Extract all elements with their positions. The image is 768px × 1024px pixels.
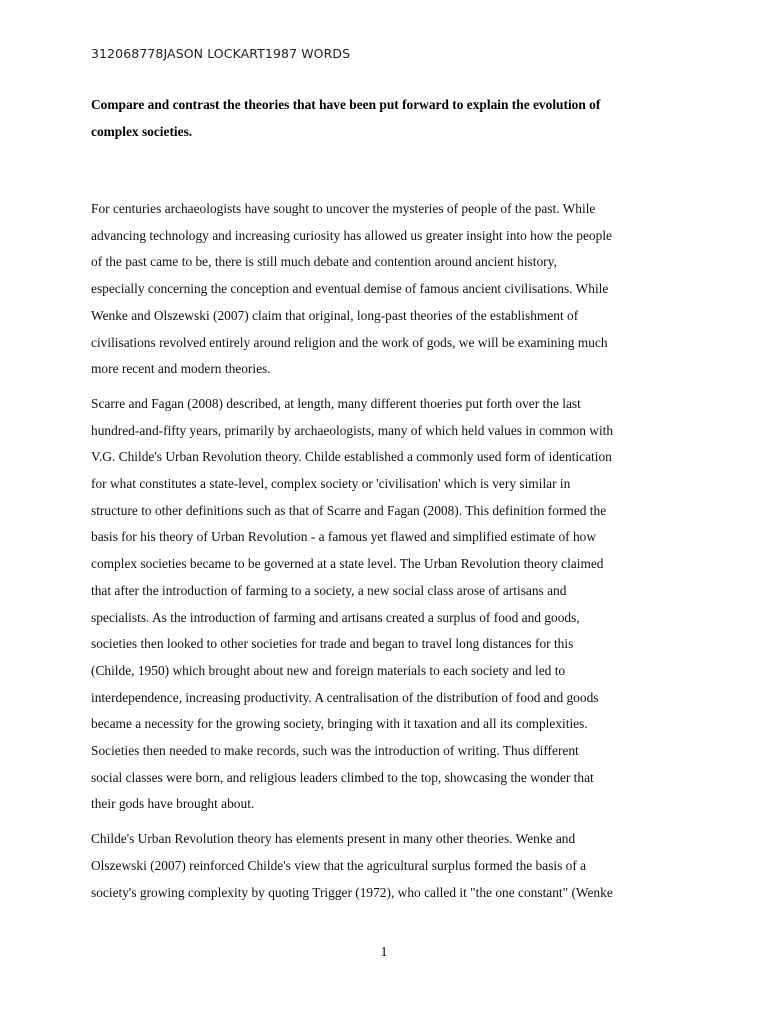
text-line: Childe's Urban Revolution theory has elements present in many other theories. Wenke and (91, 831, 576, 847)
text-line: hundred-and-fifty years, primarily by archaeologists, many of which held values in common with (91, 422, 614, 438)
text-line: society's growing complexity by quoting Trigger (1972), who called it "the one constant" (Wenke (91, 884, 613, 900)
text-line: societies then looked to other societies for trade and began to travel long distances for this (91, 636, 574, 652)
text-line: their gods have brought about. (91, 796, 255, 812)
text-line: interdependence, increasing productivity. A centralisation of the distribution of food and goods (91, 689, 599, 705)
title-line: complex societies. (91, 123, 193, 139)
text-line: Societies then needed to make records, such was the introduction of writing. Thus different (91, 743, 579, 759)
text-line: for what constitutes a state-level, complex society or 'civilisation' which is very similar in (91, 476, 571, 492)
text-line: civilisations revolved entirely around religion and the work of gods, we will be examining much (91, 334, 608, 350)
text-line: advancing technology and increasing curiosity has allowed us greater insight into how the people (91, 227, 612, 243)
text-line: Olszewski (2007) reinforced Childe's view that the agricultural surplus formed the basis of a (91, 857, 587, 873)
text-line: of the past came to be, there is still much debate and contention around ancient history, (91, 254, 557, 270)
text-line: that after the introduction of farming to a society, a new social class arose of artisans and (91, 582, 567, 598)
text-line: specialists. As the introduction of farming and artisans created a surplus of food and goods, (91, 609, 580, 625)
title-line: Compare and contrast the theories that have been put forward to explain the evolution of (91, 97, 601, 112)
text-line: social classes were born, and religious leaders climbed to the top, showcasing the wonder that (91, 769, 594, 785)
essay-title (91, 92, 691, 145)
text-line: structure to other definitions such as that of Scarre and Fagan (2008). This definition formed the (91, 502, 607, 518)
paragraph-1 (91, 196, 691, 383)
paragraph-2 (91, 391, 691, 818)
text-line: Wenke and Olszewski (2007) claim that original, long-past theories of the establishment of (91, 307, 579, 323)
text-line: became a necessity for the growing society, bringing with it taxation and all its complexities. (91, 716, 588, 732)
text-line: more recent and modern theories. (91, 361, 271, 377)
essay-body (91, 196, 691, 914)
text-line: Scarre and Fagan (2008) described, at length, many different thoeries put forth over the last (91, 395, 581, 411)
page-header: 312068778JASON LOCKART1987 WORDS (91, 46, 351, 61)
page-number: 1 (380, 944, 388, 959)
text-line: (Childe, 1950) which brought about new and foreign materials to each society and led to (91, 662, 566, 678)
text-line: basis for his theory of Urban Revolution - a famous yet flawed and simplified estimate of how (91, 529, 597, 545)
text-line: especially concerning the conception and eventual demise of famous ancient civilisations. While (91, 281, 609, 297)
paragraph-3 (91, 826, 691, 906)
text-line: For centuries archaeologists have sought to uncover the mysteries of people of the past. While (91, 201, 596, 216)
text-line: complex societies became to be governed at a state level. The Urban Revolution theory claimed (91, 556, 604, 572)
text-line: V.G. Childe's Urban Revolution theory. Childe established a commonly used form of identication (91, 449, 612, 465)
